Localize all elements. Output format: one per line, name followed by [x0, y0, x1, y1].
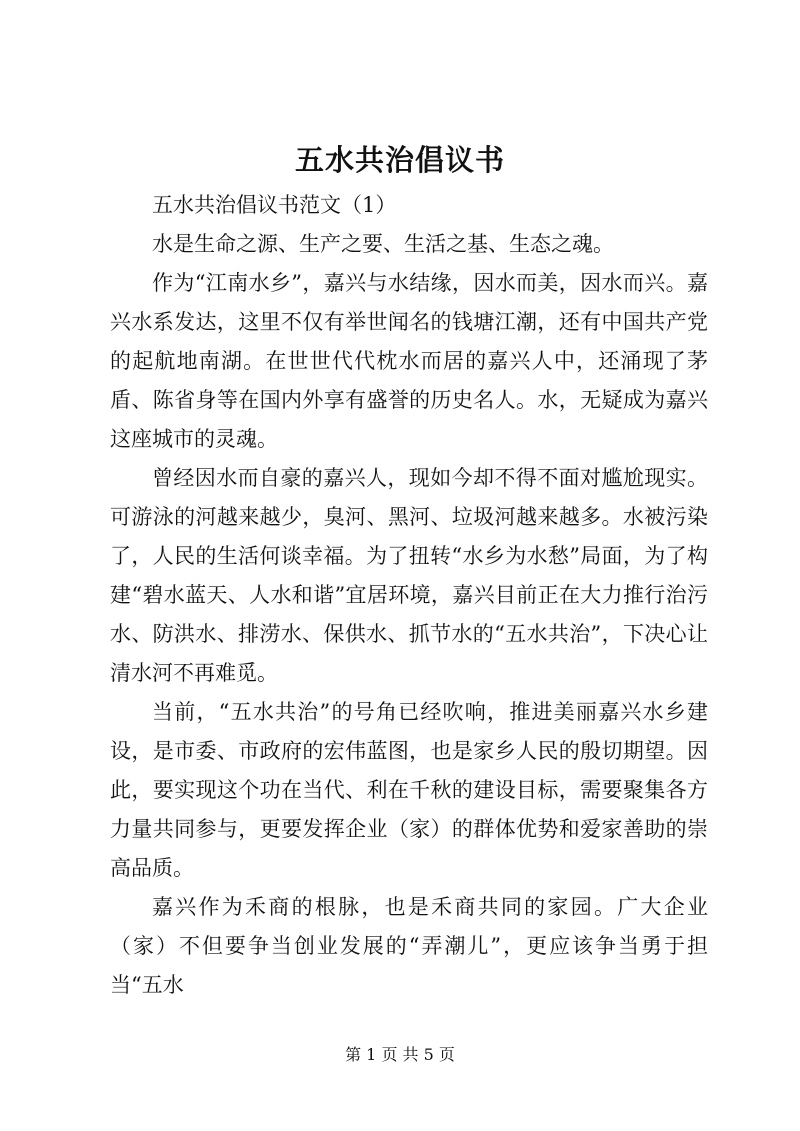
paragraph-subtitle: 五水共治倡议书范文（1）	[152, 193, 397, 217]
paragraph-5: 嘉兴作为禾商的根脉，也是禾商共同的家园。广大企业（家）不但要争当创业发展的“弄潮儿”，更应该争当勇于担当“五水	[110, 895, 708, 997]
paragraph-1: 水是生命之源、生产之要、生活之基、生态之魂。	[152, 232, 614, 256]
document-body	[110, 186, 708, 1005]
paragraph-3: 曾经因水而自豪的嘉兴人，现如今却不得不面对尴尬现实。可游泳的河越来越少，臭河、黑河、垃圾河越来越多。水被污染了，人民的生活何谈幸福。为了扭转“水乡为水愁”局面，为了构建“碧水蓝天、人水和谐”宜居环境，嘉兴目前正在大力推行治污水、防洪水、排涝水、保供水、抓节水的“五水共治”，下决心让清水河不再难觅。	[110, 466, 708, 685]
paragraph-4: 当前，“五水共治”的号角已经吹响，推进美丽嘉兴水乡建设，是市委、市政府的宏伟蓝图，也是家乡人民的殷切期望。因此，要实现这个功在当代、利在千秋的建设目标，需要聚集各方力量共同参与，更要发挥企业（家）的群体优势和爱家善助的崇高品质。	[110, 700, 708, 880]
document-title: 五水共治倡议书	[294, 143, 505, 177]
page-number-footer: 第 1 页 共 5 页	[345, 1045, 455, 1064]
paragraph-2: 作为“江南水乡”，嘉兴与水结缘，因水而美，因水而兴。嘉兴水系发达，这里不仅有举世闻名的钱塘江潮，还有中国共产党的起航地南湖。在世世代代枕水而居的嘉兴人中，还涌现了茅盾、陈省身等在国内外享有盛誉的历史名人。水，无疑成为嘉兴这座城市的灵魂。	[110, 271, 708, 451]
